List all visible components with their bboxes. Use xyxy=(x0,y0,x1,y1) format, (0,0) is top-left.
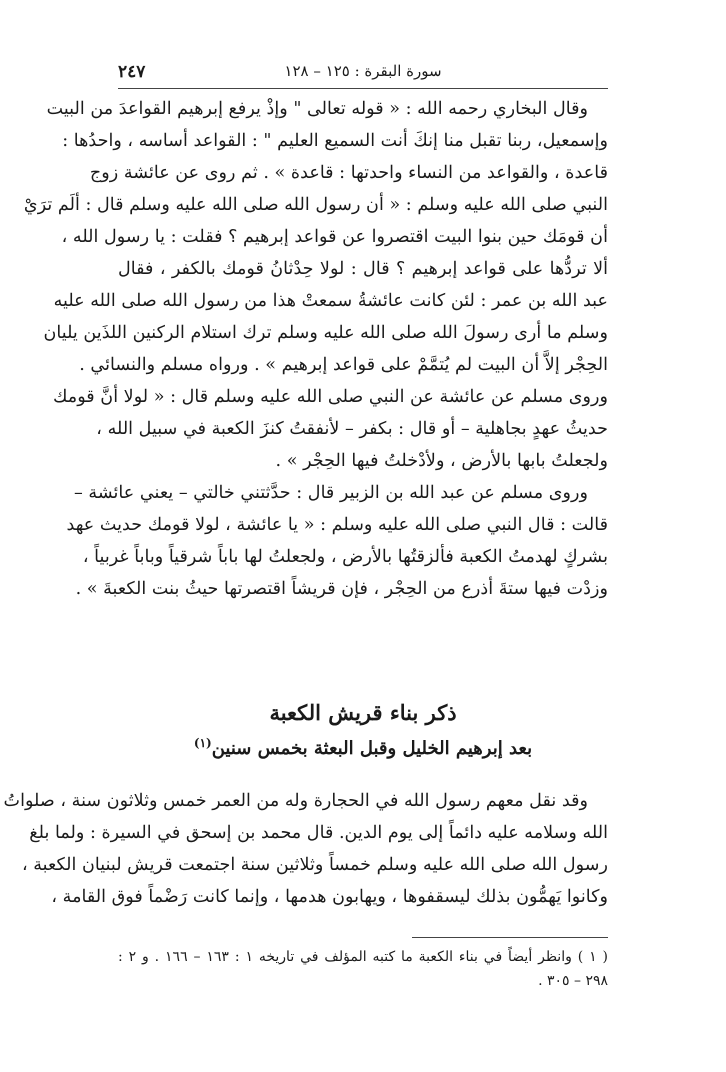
running-header xyxy=(118,60,608,88)
section-subtitle xyxy=(118,736,608,759)
text-line: ألا تردُّها على قواعد إبرهيم ؟ قال : لولا حِدْثانُ قومك بالكفر ، فقال xyxy=(118,259,608,279)
text-line: أن قومَك حين بنوا البيت اقتصروا عن قواعد إبرهيم ؟ فقلت : يا رسول الله ، xyxy=(61,227,608,247)
text-line: بشركٍ لهدمتُ الكعبة فألزقتُها بالأرض ، ولجعلتُ لها باباً شرقياً وباباً غربياً ، xyxy=(82,547,608,567)
text-line: رسول الله صلى الله عليه وسلم خمساً وثلاثين سنة اجتمعت قريش لبنيان الكعبة ، xyxy=(21,855,608,875)
text-line: وقال البخاري رحمه الله : « قوله تعالى " وإذْ يرفع إبرهيم القواعدَ من البيت xyxy=(46,99,588,119)
footnote-line: ٢٩٨ – ٣٠٥ . xyxy=(538,973,608,989)
section-title: ذكر بناء قريش الكعبة xyxy=(269,700,457,725)
footnote-rule xyxy=(412,937,608,938)
page-number: ٢٤٧ xyxy=(118,62,146,82)
text-line: وإسمعيل، ربنا تقبل منا إنكَ أنت السميع العليم " : القواعد أساسه ، واحدُها : xyxy=(62,131,608,151)
text-line: عبد الله بن عمر : لئن كانت عائشةُ سمعتْ هذا من رسول الله صلى الله عليه xyxy=(53,291,608,311)
text-line: وقد نقل معهم رسول الله في الحجارة وله من العمر خمس وثلاثون سنة ، صلواتُ xyxy=(3,791,588,811)
text-line: الحِجْر إلاَّ أن البيت لم يُتمَّمْ على قواعد إبرهيم » . ورواه مسلم والنسائي . xyxy=(79,355,608,375)
section-subtitle-text: بعد إبرهيم الخليل وقبل البعثة بخمس سنين xyxy=(211,738,533,759)
text-line: ولجعلتُ بابها بالأرض ، ولأدْخلتُ فيها الحِجْر » . xyxy=(275,451,608,471)
text-line: حديثُ عهدٍ بجاهلية – أو قال : بكفر – لأنفقتُ كنزَ الكعبة في سبيل الله ، xyxy=(96,419,608,439)
text-line: وسلم ما أرى رسولَ الله صلى الله عليه وسلم ترك استلام الركنين اللذَين يليان xyxy=(43,323,608,343)
text-line: قاعدة ، والقواعد من النساء واحدتها : قاعدة » . ثم روى عن عائشة زوج xyxy=(89,163,608,183)
footnote-line: ( ١ ) وانظر أيضاً في بناء الكعبة ما كتبه المؤلف في تاريخه ١ : ١٦٣ – ١٦٦ . و ٢ : xyxy=(118,949,608,965)
text-line: قالت : قال النبي صلى الله عليه وسلم : « يا عائشة ، لولا قومك حديث عهد xyxy=(66,515,608,535)
text-line: وروى مسلم عن عائشة عن النبي صلى الله عليه وسلم قال : « لولا أنَّ قومك xyxy=(52,387,608,407)
text-line: النبي صلى الله عليه وسلم : « أن رسول الله صلى الله عليه وسلم قال : ألَم ترَيْ xyxy=(23,195,608,215)
surah-title: سورة البقرة : ١٢٥ – ١٢٨ xyxy=(284,62,442,80)
footnote-marker: (١) xyxy=(193,736,212,750)
text-line: الله وسلامه عليه دائماً إلى يوم الدين. قال محمد بن إسحق في السيرة : ولما بلغ xyxy=(29,823,608,843)
text-line: وزدْت فيها ستةَ أذرع من الحِجْر ، فإن قريشاً اقتصرتها حيثُ بنت الكعبةَ » . xyxy=(75,579,608,599)
text-line: وروى مسلم عن عبد الله بن الزبير قال : حدَّثتني خالتي – يعني عائشة – xyxy=(74,483,588,503)
header-rule xyxy=(118,88,608,89)
text-line: وكانوا يَهمُّون بذلك ليسقفوها ، ويهابون هدمها ، وإنما كانت رَضْماً فوق القامة ، xyxy=(51,887,608,907)
